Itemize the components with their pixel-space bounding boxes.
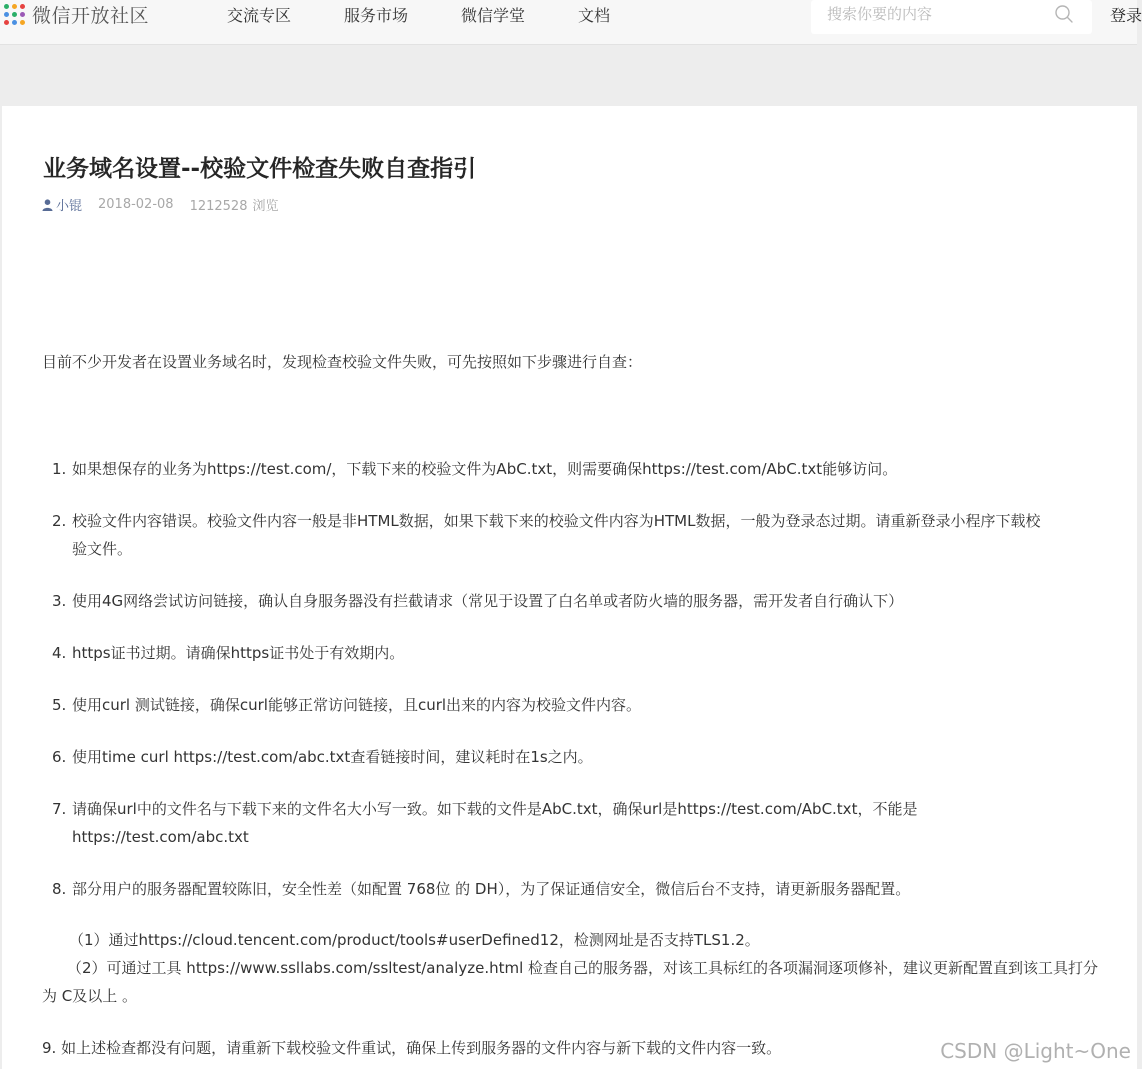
step-text: 如果想保存的业务为https://test.com/，下载下来的校验文件为AbC.txt，则需要确保https://test.com/AbC.txt能够访问。 (72, 460, 898, 478)
step-text: https证书过期。请确保https证书处于有效期内。 (72, 644, 405, 662)
article-title: 业务域名设置--校验文件检查失败自查指引 (43, 156, 477, 182)
logo-dot (12, 4, 17, 9)
login-link[interactable]: 登录 (1110, 6, 1142, 25)
view-count (190, 195, 279, 214)
nav-item-wechat-academy[interactable]: 微信学堂 (461, 6, 526, 25)
nav-item-exchange[interactable]: 交流专区 (227, 6, 292, 25)
step-number: 1. (52, 460, 67, 478)
search-box (811, 0, 1092, 34)
view-count-label: 浏览 (252, 199, 279, 214)
nav-item-service-market[interactable]: 服务市场 (344, 6, 409, 25)
list-item (52, 743, 1042, 771)
nav-item-docs[interactable]: 文档 (578, 6, 611, 25)
step-number: 8. (52, 880, 67, 898)
step-number: 6. (52, 748, 67, 766)
logo-dot (4, 20, 9, 25)
list-item (52, 455, 1042, 483)
sub-item: （1）通过https://cloud.tencent.com/product/tools#userDefined12，检测网址是否支持TLS1.2。 (69, 931, 760, 949)
top-navigation-bar (0, 0, 1142, 45)
search-icon[interactable] (1054, 4, 1074, 24)
logo-dot (20, 12, 25, 17)
author-link[interactable]: 小锟 (56, 199, 83, 214)
list-item (52, 507, 1042, 563)
publish-date: 2018-02-08 (98, 197, 174, 212)
logo-text: 微信开放社区 (32, 5, 150, 27)
article-card (2, 106, 1137, 1069)
step-text: 校验文件内容错误。校验文件内容一般是非HTML数据，如果下载下来的校验文件内容为HTML数据，一般为登录态过期。请重新登录小程序下载校验文件。 (72, 512, 1041, 558)
step-text: 使用4G网络尝试访问链接，确认自身服务器没有拦截请求（常见于设置了白名单或者防火墙的服务器，需开发者自行确认下） (72, 592, 904, 610)
watermark: CSDN @Light~One (940, 1039, 1131, 1063)
user-icon (42, 199, 53, 211)
logo-dot (20, 20, 25, 25)
logo-dot (4, 4, 9, 9)
article-meta (42, 195, 279, 214)
logo-dot (12, 12, 17, 17)
list-item (52, 691, 1042, 719)
logo-dot (20, 4, 25, 9)
list-item (52, 875, 1042, 903)
step-text: 部分用户的服务器配置较陈旧，安全性差（如配置 768位 的 DH），为了保证通信安全，微信后台不支持，请更新服务器配置。 (72, 880, 911, 898)
steps-list (52, 455, 1042, 927)
list-item (52, 587, 1042, 615)
site-logo[interactable] (3, 1, 149, 28)
step-number: 3. (52, 592, 67, 610)
step-number: 4. (52, 644, 67, 662)
logo-dot (12, 20, 17, 25)
step-number: 7. (52, 800, 67, 818)
sub-item: （2）可通过工具 https://www.ssllabs.com/ssltest/analyze.html 检查自己的服务器，对该工具标红的各项漏洞逐项修补，建议更新配置直到该工具打分为 C及以上 。 (42, 959, 1099, 1005)
step-number: 2. (52, 512, 67, 530)
final-step: 9. 如上述检查都没有问题，请重新下载校验文件重试，确保上传到服务器的文件内容与新下载的文件内容一致。 (42, 1039, 782, 1057)
view-count-number: 1212528 (189, 199, 248, 214)
step-number: 5. (52, 696, 67, 714)
logo-icon (3, 3, 26, 26)
search-input[interactable] (825, 2, 1049, 26)
sub-items (42, 926, 1102, 1010)
step-text: 使用curl 测试链接，确保curl能够正常访问链接，且curl出来的内容为校验文件内容。 (72, 696, 642, 714)
step-text: 使用time curl https://test.com/abc.txt查看链接时间，建议耗时在1s之内。 (72, 748, 593, 766)
list-item (52, 639, 1042, 667)
step-text: 请确保url中的文件名与下载下来的文件名大小写一致。如下载的文件是AbC.txt，确保url是https://test.com/AbC.txt，不能是https://test.com/abc.txt (72, 800, 918, 846)
list-item (52, 795, 1042, 851)
intro-paragraph: 目前不少开发者在设置业务域名时，发现检查校验文件失败，可先按照如下步骤进行自查： (42, 353, 643, 371)
logo-dot (4, 12, 9, 17)
